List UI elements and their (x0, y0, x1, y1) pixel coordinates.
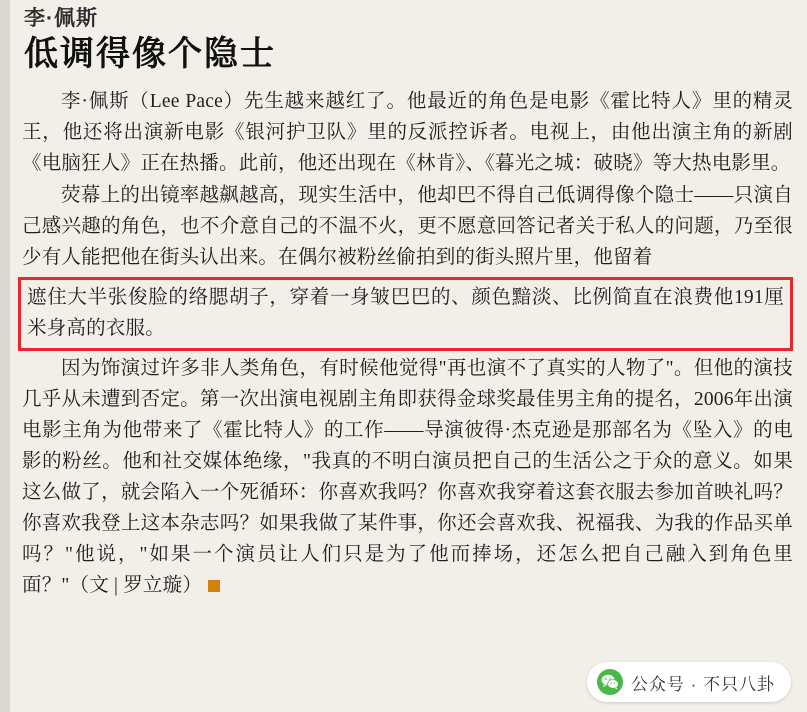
article-paragraph (22, 353, 793, 601)
article-paragraph: 荧幕上的出镜率越飙越高，现实生活中，他却巴不得自己低调得像个隐士——只演自己感兴趣的角色，也不介意自己的不温不火，更不愿意回答记者关于私人的问题，乃至很少有人能把他在街头认出来。在偶尔被粉丝偷拍到的街头照片里，他留着 (22, 184, 793, 268)
article-paragraph-text: 因为饰演过许多非人类角色，有时候他觉得"再也演不了真实的人物了"。但他的演技几乎从未遭到否定。第一次出演电视剧主角即获得金球奖最佳男主角的提名，2006年出演电影主角为他带来了《霍比特人》的工作——导演彼得·杰克逊是那部名为《坠入》的电影的粉丝。他和社交媒体绝缘，"我真的不明白演员把自己的生活公之于众的意义。如果这么做了，就会陷入一个死循环：你喜欢我吗？你喜欢我穿着这套衣服去参加首映礼吗？你喜欢我登上这本杂志吗？如果我做了某件事，你还会喜欢我、祝福我、为我的作品买单吗？"他说，"如果一个演员让人们只是为了他而捧场，还怎么把自己融入到角色里面？"（文 | 罗立璇） (22, 357, 793, 596)
wechat-logo-icon (597, 669, 623, 695)
article-content (10, 0, 807, 712)
highlighted-passage-box (18, 277, 793, 351)
watermark-label: 公众号 · 不只八卦 (630, 674, 775, 694)
article-headline: 低调得像个隐士 (24, 35, 276, 74)
end-mark-icon (208, 580, 220, 592)
article-body (22, 86, 793, 601)
page-gutter (0, 0, 10, 712)
highlighted-passage-text: 遮住大半张俊脸的络腮胡子，穿着一身皱巴巴的、颜色黯淡、比例简直在浪费他191厘米身高的衣服。 (27, 286, 784, 339)
watermark-badge (587, 662, 791, 702)
article-paragraph: 李·佩斯（Lee Pace）先生越来越红了。他最近的角色是电影《霍比特人》里的精灵王，他还将出演新电影《银河护卫队》里的反派控诉者。电视上，由他出演主角的新剧《电脑狂人》正在热播。此前，他还出现在《林肯》、《暮光之城：破晓》等大热电影里。 (22, 90, 793, 174)
article-kicker: 李·佩斯 (24, 7, 98, 30)
